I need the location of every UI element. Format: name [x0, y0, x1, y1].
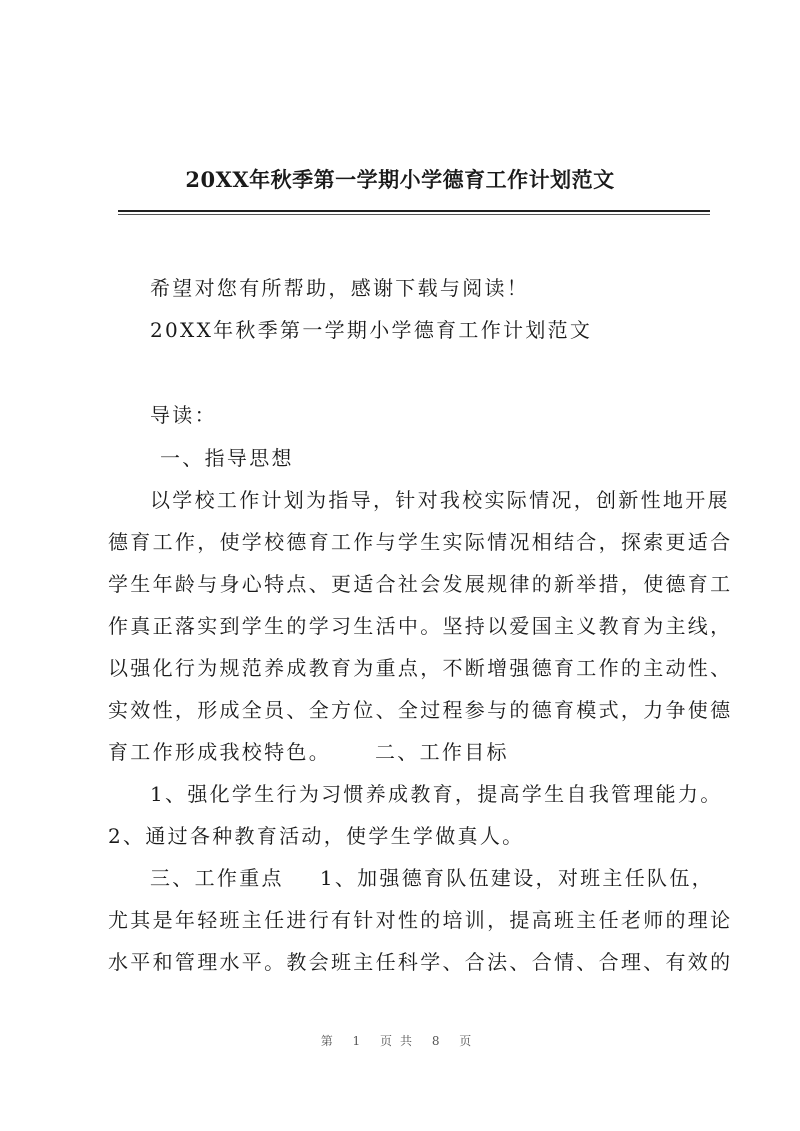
title-underline-thin	[118, 214, 710, 215]
text-line: 作真正落实到学生的学习生活中。坚持以爱国主义教育为主线，	[108, 614, 733, 638]
text-line: 学生年龄与身心特点、更适合社会发展规律的新举措，使德育工	[108, 572, 733, 596]
text-line: 2、通过各种教育活动，使学生学做真人。	[108, 824, 525, 848]
text-line: 以强化行为规范养成教育为重点，不断增强德育工作的主动性、	[108, 656, 733, 680]
text-line: 水平和管理水平。教会班主任科学、合法、合情、合理、有效的	[108, 950, 733, 974]
section-heading: 三、工作重点	[150, 866, 284, 890]
text-line: 实效性，形成全员、全方位、全过程参与的德育模式，力争使德	[108, 698, 733, 722]
text-line: 导读：	[150, 403, 217, 427]
page-footer: 第 1 页共 8 页	[320, 1034, 480, 1048]
section-heading: 一、指导思想	[160, 446, 294, 470]
section-heading: 二、工作目标	[375, 740, 509, 764]
text-line: 以学校工作计划为指导，针对我校实际情况，创新性地开展	[150, 488, 730, 512]
text-segment: 育工作形成我校特色。	[108, 740, 331, 764]
text-line: 尤其是年轻班主任进行有针对性的培训，提高班主任老师的理论	[108, 908, 733, 932]
text-line: 希望对您有所帮助，感谢下载与阅读！	[150, 276, 530, 300]
page-title: 20XX年秋季第一学期小学德育工作计划范文	[185, 167, 615, 192]
title-underline	[118, 210, 710, 212]
text-line	[150, 863, 750, 893]
text-line: 1、强化学生行为习惯养成教育，提高学生自我管理能力。	[150, 782, 723, 806]
text-line: 德育工作，使学校德育工作与学生实际情况相结合，探索更适合	[108, 530, 733, 554]
text-line	[108, 737, 708, 767]
text-line: 20XX年秋季第一学期小学德育工作计划范文	[150, 318, 593, 342]
text-segment: 1、加强德育队伍建设，对班主任队伍，	[319, 866, 714, 890]
